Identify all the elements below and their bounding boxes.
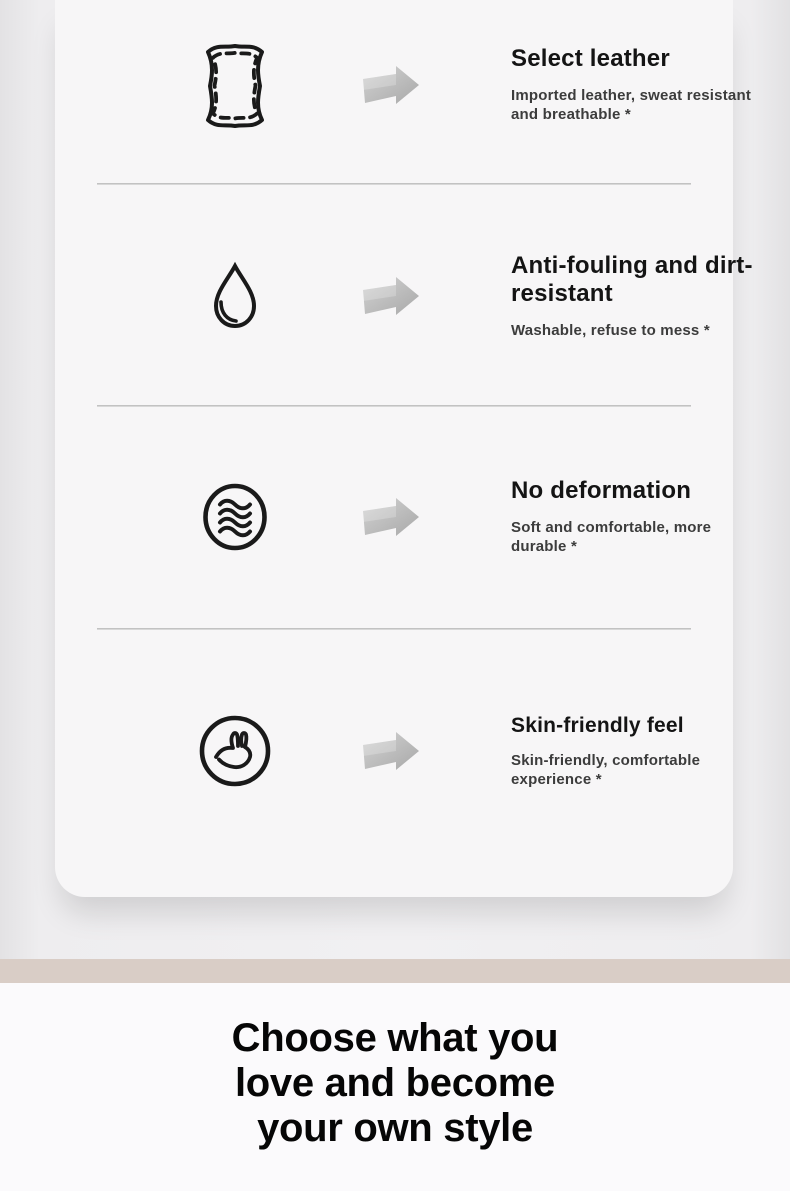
right-arrow-icon: [361, 63, 423, 107]
right-arrow-icon: [361, 729, 423, 773]
feature-title: No deformation: [511, 477, 692, 504]
feature-text-block: [511, 477, 765, 556]
right-arrow-icon: [361, 495, 423, 539]
accent-divider-bar: [0, 959, 790, 983]
slogan-heading: [232, 983, 559, 1191]
feature-title: Skin-friendly feel: [511, 713, 684, 737]
water-drop-icon: [189, 261, 281, 331]
feature-row-no-deformation: [55, 407, 733, 630]
feature-text-block: [511, 45, 765, 124]
feature-row-anti-fouling: [55, 185, 753, 407]
feature-description: Soft and comfortable, more durable *: [511, 519, 712, 555]
features-card: [55, 0, 753, 897]
slogan-line-3: your own style: [257, 1106, 533, 1150]
leather-hide-icon: [189, 39, 281, 131]
touch-hand-icon: [189, 713, 281, 789]
slogan-line-1: Choose what you: [231, 1016, 559, 1060]
feature-row-skin-friendly: [55, 630, 733, 897]
wave-lines-icon: [189, 482, 281, 552]
feature-description: Imported leather, sweat resistant and breathable *: [511, 87, 752, 123]
slogan-banner: [0, 983, 790, 1191]
feature-description: Skin-friendly, comfortable experience *: [511, 751, 701, 788]
feature-text-block: [511, 713, 765, 789]
feature-text-block: [511, 252, 765, 340]
slogan-line-2: love and become: [234, 1061, 556, 1105]
right-arrow-icon: [361, 274, 423, 318]
feature-title: Select leather: [511, 45, 670, 72]
feature-title: Anti-fouling and dirt-resistant: [511, 252, 753, 307]
feature-row-select-leather: [55, 0, 752, 185]
feature-description: Washable, refuse to mess *: [511, 322, 710, 339]
